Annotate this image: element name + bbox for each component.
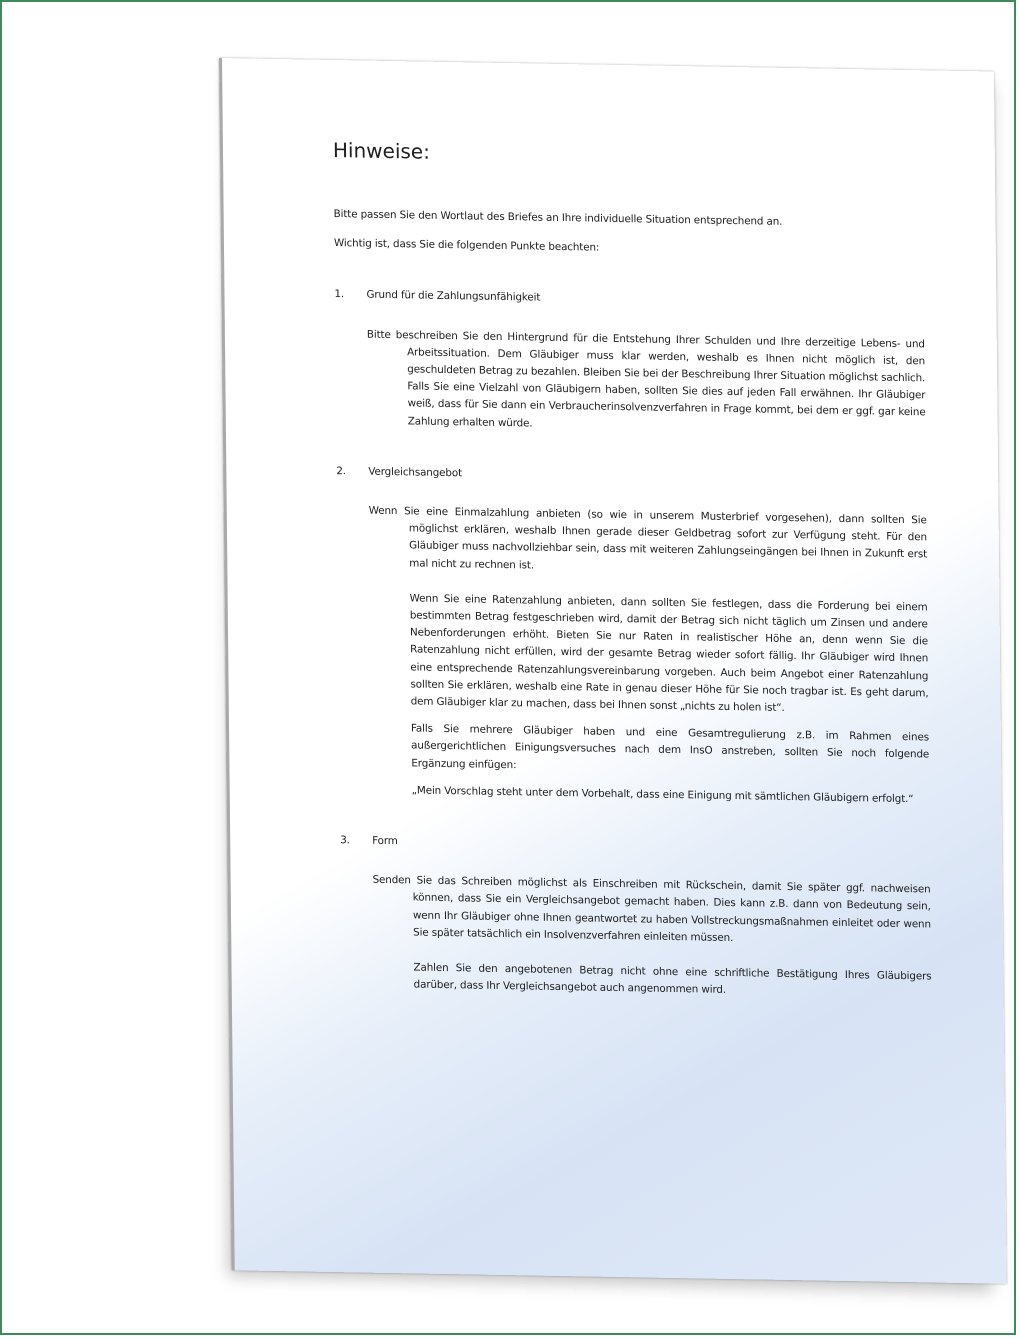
- intro-paragraph: Wichtig ist, dass Sie die folgenden Punkte beachten:: [333, 237, 600, 254]
- section-heading: [334, 286, 924, 314]
- section-zahlungsunfaehigkeit: [334, 286, 925, 439]
- section-paragraph: Falls Sie mehrere Gläubiger haben und eine Gesamtregulierung z.B. im Rahmen eines außergerichtlichen Einigungsversuches nach dem InsO anstreben, sollten Sie noch folgende Ergänzung einfügen:: [410, 722, 930, 771]
- document-page: [219, 58, 1007, 1284]
- section-paragraph: Wenn Sie eine Ratenzahlung anbieten, dann sollten Sie festlegen, dass die Forderung bei einem bestimmten Betrag festgeschrieben wird, damit der Betrag sich nicht täglich um Zinsen und andere Nebenforderungen erhöht. Bieten Sie nur Raten in realistischer Höhe an, denn wenn Sie die Ratenzahlung nicht erfüllen, wird der gesamte Betrag wieder sofort fällig. Ihr Gläubiger wird Ihnen eine entsprechende Ratenzahlungsvereinbarung vorgeben. Auch beim Angebot einer Ratenzahlung sollten Sie erklären, weshalb eine Rate in genau dieser Höhe für Sie noch tragbar ist. Es geht darum, dem Gläubiger klar zu machen, dass bei Ihnen sonst „nichts zu holen ist“.: [409, 592, 929, 714]
- intro-paragraph: Bitte passen Sie den Wortlaut des Briefes an Ihre individuelle Situation entsprechend an.: [333, 208, 783, 228]
- section-number: 2.: [336, 464, 346, 478]
- section-title: Vergleichsangebot: [368, 465, 463, 480]
- section-number: 3.: [340, 834, 350, 847]
- section-paragraph: Senden Sie das Schreiben möglichst als Einschreiben mit Rückschein, damit Sie später ggf. nachweisen können, dass Sie ein Vergleichsangebot gemacht haben. Dies kann z.B. dann von Bedeutung sein, wenn Ihr Gläubiger ohne Ihnen geantwortet zu haben Vollstreckungsmaßnahmen einleitet oder wenn Sie später tatsächlich ein Insolvenzverfahren einleiten müssen.: [372, 874, 931, 944]
- section-vergleichsangebot: [336, 463, 929, 809]
- section-paragraph: Bitte beschreiben Sie den Hintergrund für die Entstehung Ihrer Schulden und Ihre derzeitige Lebens- und Arbeitssituation. Dem Gläubiger muss klar werden, weshalb es Ihnen nicht möglich ist, den geschuldeten Betrag zu bezahlen. Bleiben Sie bei der Beschreibung Ihrer Situation möglichst sachlich. Falls Sie eine Vielzahl von Gläubigern haben, sollten Sie dies auf jeden Fall erwähnen. Ihr Gläubiger weiß, dass für Sie dann ein Verbraucherinsolvenzverfahren in Frage kommt, bei dem er ggf. gar keine Zahlung erhalten würde.: [366, 328, 926, 430]
- section-number: 1.: [334, 288, 345, 301]
- section-paragraph: Zahlen Sie den angebotenen Betrag nicht ohne eine schriftliche Bestätigung Ihres Gläubigers darüber, dass Ihr Vergleichsangebot auch angenommen wird.: [413, 961, 932, 997]
- quoted-addendum: „Mein Vorschlag steht unter dem Vorbehalt, dass eine Einigung mit sämtlichen Gläubigern erfolgt.“: [411, 784, 914, 806]
- document-title: Hinweise:: [332, 137, 431, 164]
- section-form: [340, 832, 932, 1003]
- section-heading: [340, 832, 930, 860]
- section-title: Grund für die Zahlungsunfähigkeit: [366, 288, 541, 305]
- document-body: [333, 138, 932, 1013]
- section-paragraph: Wenn Sie eine Einmalzahlung anbieten (so wie in unserem Musterbrief vorgesehen), dann sollten Sie möglichst erklären, weshalb Ihnen gerade dieser Geldbetrag sofort zur Verfügung steht. Für den Gläubiger muss nachvollziehbar sein, dass mit weiteren Zahlungseingängen bei Ihnen in Zukunft erst mal nicht zu rechnen ist.: [368, 504, 928, 572]
- section-title: Form: [372, 834, 398, 848]
- section-heading: [336, 463, 926, 491]
